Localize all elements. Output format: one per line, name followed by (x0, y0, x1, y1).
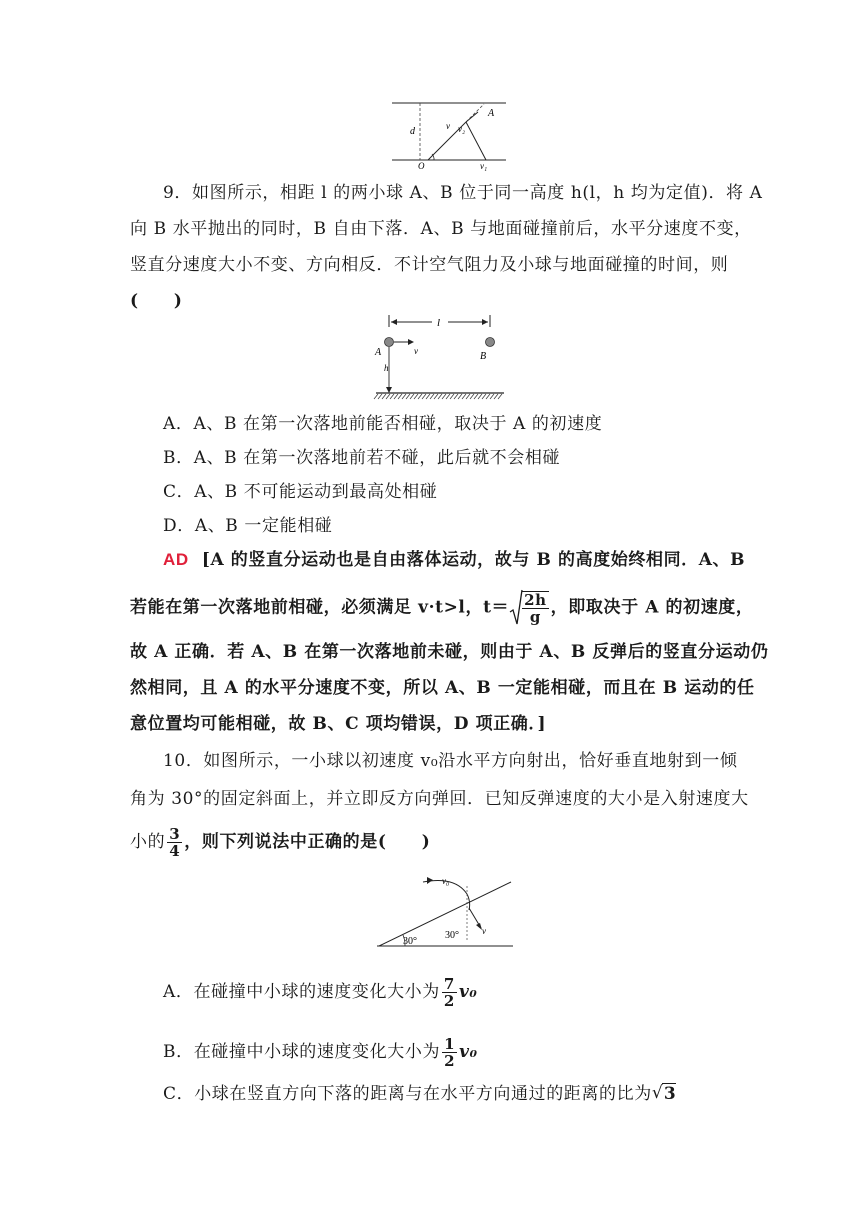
q9-stem-line2: 向 B 水平抛出的同时，B 自由下落．A、B 与地面碰撞前后，水平分速度不变， (130, 219, 752, 239)
analysis-text-1: [A 的竖直分运动也是自由落体运动，故与 B 的高度始终相同．A、B (201, 550, 746, 570)
figure-two-balls (370, 313, 510, 405)
analysis-text-2a: 若能在第一次落地前相碰，必须满足 v·t>l，t＝ (130, 597, 510, 618)
ground-hatch (422, 394, 426, 399)
q9-option-D: D．A、B 一定能相碰 (163, 516, 333, 536)
analysis-text-2b: ，即取决于 A 的初速度， (550, 597, 754, 618)
q9-analysis-line2 (130, 588, 754, 628)
ground-hatch (438, 394, 442, 399)
ground-hatch (378, 394, 382, 399)
q10-option-B (163, 1036, 478, 1069)
ground-hatch (486, 394, 490, 399)
ground-hatch (494, 394, 498, 399)
ground-hatch (490, 394, 494, 399)
sqrt-fraction (509, 588, 551, 628)
ground-hatch (430, 394, 434, 399)
fig3-v0: v₀ (442, 876, 450, 886)
ground-hatch (466, 394, 470, 399)
ground-hatch (394, 394, 398, 399)
optA-num: 7 (443, 975, 455, 993)
optB-den: 2 (444, 1052, 456, 1070)
ground-hatch (410, 394, 414, 399)
q10-optB-pre: B．在碰撞中小球的速度变化大小为 (163, 1042, 441, 1062)
fig1-O: O (418, 161, 425, 171)
ground-hatch (386, 394, 390, 399)
q9-stem-line1: 9．如图所示，相距 l 的两小球 A、B 位于同一高度 h(l，h 均为定值)．将 A (163, 183, 763, 203)
q9-analysis-line3: 故 A 正确．若 A、B 在第一次落地前未碰，则由于 A、B 反弹后的竖直分运动仍 (130, 642, 769, 662)
ground-hatch (454, 394, 458, 399)
optB-num: 1 (444, 1035, 456, 1053)
q9-analysis-line4: 然相同，且 A 的水平分速度不变，所以 A、B 一定能相碰，而且在 B 运动的任 (130, 678, 755, 698)
ground-hatch (450, 394, 454, 399)
fig3-angle-slope: 30° (403, 936, 417, 947)
q10-option-C (163, 1082, 676, 1106)
fig2-v: v (414, 346, 418, 356)
q10-stem-line3 (130, 826, 430, 859)
q9-option-B: B．A、B 在第一次落地前若不碰，此后就不会相碰 (163, 448, 561, 468)
q10-optA-pre: A．在碰撞中小球的速度变化大小为 (163, 982, 440, 1002)
sqrt-frac-num: 2h (524, 591, 547, 609)
ground-hatch (402, 394, 406, 399)
ratio-num: 3 (169, 825, 181, 843)
fig2-l: l (437, 317, 441, 329)
q9-option-C: C．A、B 不可能运动到最高处相碰 (163, 482, 438, 502)
ground-hatch (398, 394, 402, 399)
ground-hatch (426, 394, 430, 399)
figure-incline (375, 872, 515, 952)
q9-stem-line4: ( ) (130, 291, 183, 311)
fig3-angle-ball: 30° (445, 930, 459, 941)
ground-hatch (478, 394, 482, 399)
fig2-B: B (480, 351, 487, 362)
ground-hatch (374, 394, 378, 399)
ground-hatch (474, 394, 478, 399)
ratio-den: 4 (169, 842, 181, 860)
fig3-v: v (482, 926, 486, 936)
q10-line3-pre: 小的 (130, 832, 166, 852)
fig2-A: A (375, 347, 382, 358)
ground-hatch (414, 394, 418, 399)
q10-stem-line1: 10．如图所示，一小球以初速度 v₀沿水平方向射出，恰好垂直地射到一倾 (163, 751, 738, 771)
sqrt-3: √ 3 (651, 1083, 677, 1104)
ground-hatch (482, 394, 486, 399)
ground-hatch (462, 394, 466, 399)
q9-analysis-line5: 意位置均可能相碰，故 B、C 项均错误，D 项正确．] (130, 714, 547, 734)
q10-option-A (163, 976, 477, 1009)
ground-hatch (442, 394, 446, 399)
fig1-v: v (446, 121, 450, 131)
q10-line3-post: ，则下列说法中正确的是( ) (184, 832, 431, 852)
ground-hatch (458, 394, 462, 399)
q10-optC-pre: C．小球在竖直方向下落的距离与在水平方向通过的距离的比为 (163, 1084, 652, 1104)
optC-root: 3 (663, 1084, 677, 1104)
q9-option-A: A．A、B 在第一次落地前能否相碰，取决于 A 的初速度 (163, 414, 603, 434)
ground-hatch (470, 394, 474, 399)
ground-hatch (498, 394, 502, 399)
ground-hatch (390, 394, 394, 399)
ground-hatch (406, 394, 410, 399)
fig1-d: d (410, 126, 415, 137)
answer-key: AD (163, 550, 189, 569)
q10-optB-post: v₀ (459, 1042, 478, 1062)
fig1-v2: v₂ (458, 124, 466, 134)
fig1-A: A (488, 108, 495, 119)
ground-hatch (382, 394, 386, 399)
optA-den: 2 (443, 992, 455, 1010)
q10-stem-line2: 角为 30°的固定斜面上，并立即反方向弹回．已知反弹速度的大小是入射速度大 (130, 789, 749, 809)
fig1-v1: v₁ (480, 161, 488, 171)
sqrt-frac-den: g (529, 608, 541, 626)
q10-optA-post: v₀ (458, 982, 478, 1002)
ground-hatch (446, 394, 450, 399)
ground-hatch (434, 394, 438, 399)
ground-hatch (418, 394, 422, 399)
figure-velocity-diagram (390, 96, 510, 172)
q9-stem-line3: 竖直分速度大小不变、方向相反．不计空气阻力及小球与地面碰撞的时间，则 (130, 255, 729, 275)
fig2-h: h (384, 363, 389, 373)
q9-analysis-line1 (163, 548, 745, 572)
